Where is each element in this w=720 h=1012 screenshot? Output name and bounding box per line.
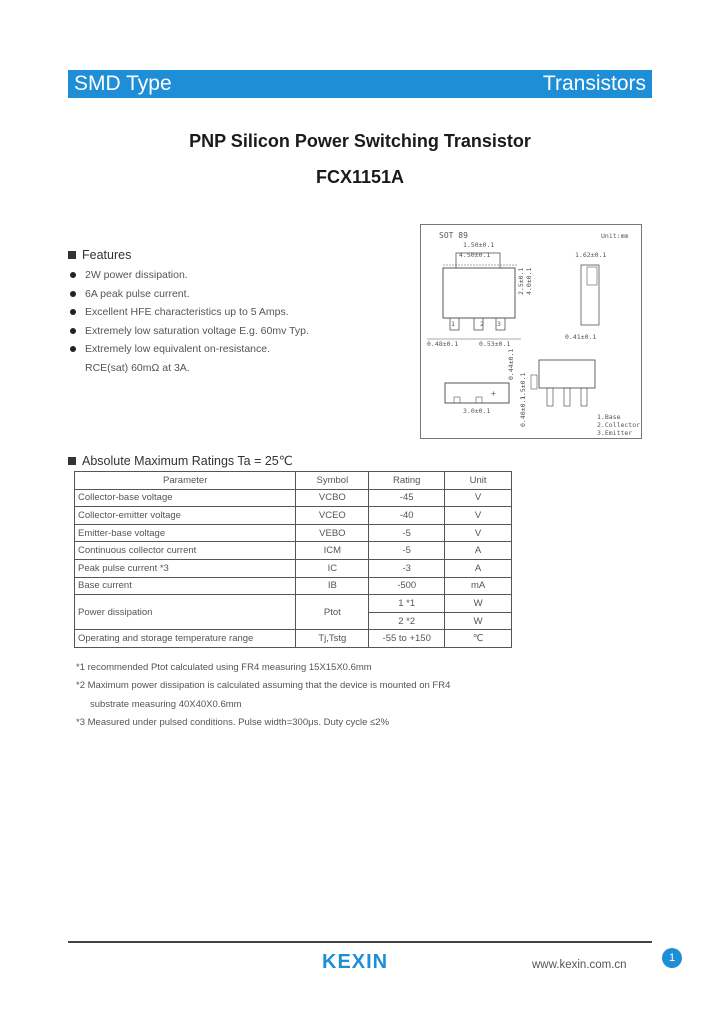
list-item: Extremely low saturation voltage E.g. 60mv Typ.: [70, 322, 309, 341]
table-row: Collector-emitter voltage VCEO -40 V: [75, 507, 512, 525]
table-row: Power dissipation Ptot 1 *1 W: [75, 595, 512, 613]
svg-text:4.50±0.1: 4.50±0.1: [459, 251, 491, 259]
table-header-row: [75, 472, 512, 490]
svg-text:1.50±0.1: 1.50±0.1: [463, 241, 495, 249]
table-row: Collector-base voltage VCBO -45 V: [75, 489, 512, 507]
table-row: Peak pulse current *3 IC -3 A: [75, 559, 512, 577]
bullet-icon: [70, 346, 76, 352]
page-title: PNP Silicon Power Switching Transistor: [189, 131, 531, 151]
features-heading: Features: [68, 248, 131, 262]
svg-text:1.5±0.1: 1.5±0.1: [519, 372, 527, 400]
header-left: SMD Type: [74, 72, 172, 95]
svg-text:1.Base: 1.Base: [597, 413, 621, 421]
svg-text:3: 3: [497, 320, 501, 328]
svg-text:0.40±0.1: 0.40±0.1: [519, 395, 527, 427]
package-drawing: [420, 224, 642, 439]
list-item: Excellent HFE characteristics up to 5 Amps.: [70, 303, 309, 322]
svg-text:3.Emitter: 3.Emitter: [597, 429, 633, 437]
bullet-icon: [70, 291, 76, 297]
svg-text:1: 1: [451, 320, 455, 328]
package-unit: Unit:mm: [601, 232, 629, 240]
package-name: SOT 89: [439, 231, 468, 240]
svg-text:0.44±0.1: 0.44±0.1: [507, 348, 515, 380]
svg-text:0.48±0.1: 0.48±0.1: [427, 340, 459, 348]
package-outline-drawing: [421, 225, 641, 438]
list-item: 6A peak pulse current.: [70, 285, 309, 304]
svg-text:1.62±0.1: 1.62±0.1: [575, 251, 607, 259]
bullet-icon: [70, 309, 76, 315]
footer-url[interactable]: www.kexin.com.cn: [532, 959, 627, 971]
page-number: 1: [662, 948, 682, 968]
bullet-icon: [70, 328, 76, 334]
ratings-heading: Absolute Maximum Ratings Ta = 25℃: [68, 453, 293, 468]
square-bullet-icon: [68, 251, 76, 259]
svg-text:2.5±0.1: 2.5±0.1: [517, 267, 525, 295]
footnotes: [76, 658, 450, 732]
list-item: Extremely low equivalent on-resistance.: [70, 340, 309, 359]
svg-text:2: 2: [480, 320, 484, 328]
footer-divider: [68, 941, 652, 943]
ratings-table: [74, 471, 512, 648]
table-row: Base current IB -500 mA: [75, 577, 512, 595]
svg-text:0.53±0.1: 0.53±0.1: [479, 340, 511, 348]
footnote: *3 Measured under pulsed conditions. Pulse width=300μs. Duty cycle ≤2%: [76, 717, 390, 729]
table-row: Operating and storage temperature range Tj,Tstg -55 to +150 ℃: [75, 630, 512, 648]
table-row: Emitter-base voltage VEBO -5 V: [75, 524, 512, 542]
svg-text:0.41±0.1: 0.41±0.1: [565, 333, 597, 341]
column-header: Symbol: [296, 472, 369, 490]
svg-text:4.0±0.1: 4.0±0.1: [525, 267, 533, 295]
header-banner: [68, 70, 652, 98]
svg-text:3.0±0.1: 3.0±0.1: [463, 407, 491, 415]
footnote: *1 recommended Ptot calculated using FR4 measuring 15X15X0.6mm: [76, 661, 372, 673]
list-item: 2W power dissipation.: [70, 266, 309, 285]
square-bullet-icon: [68, 457, 76, 465]
header-right: Transistors: [542, 72, 646, 95]
table-row: Continuous collector current ICM -5 A: [75, 542, 512, 560]
column-header: Parameter: [75, 472, 296, 490]
footnote: substrate measuring 40X40X0.6mm: [90, 698, 242, 710]
kexin-logo: KEXIN: [322, 951, 389, 973]
svg-text:+: +: [491, 389, 496, 398]
features-list: [70, 266, 309, 377]
column-header: Rating: [369, 472, 445, 490]
rce-line: RCE(sat) 60mΩ at 3A.: [85, 361, 190, 374]
column-header: Unit: [445, 472, 512, 490]
part-number: FCX1151A: [315, 167, 405, 187]
bullet-icon: [70, 272, 76, 278]
table-row: 2 *2 W: [75, 612, 512, 630]
footnote: *2 Maximum power dissipation is calculated assuming that the device is mounted on FR4: [76, 680, 451, 692]
svg-text:2.Collector: 2.Collector: [597, 421, 641, 429]
